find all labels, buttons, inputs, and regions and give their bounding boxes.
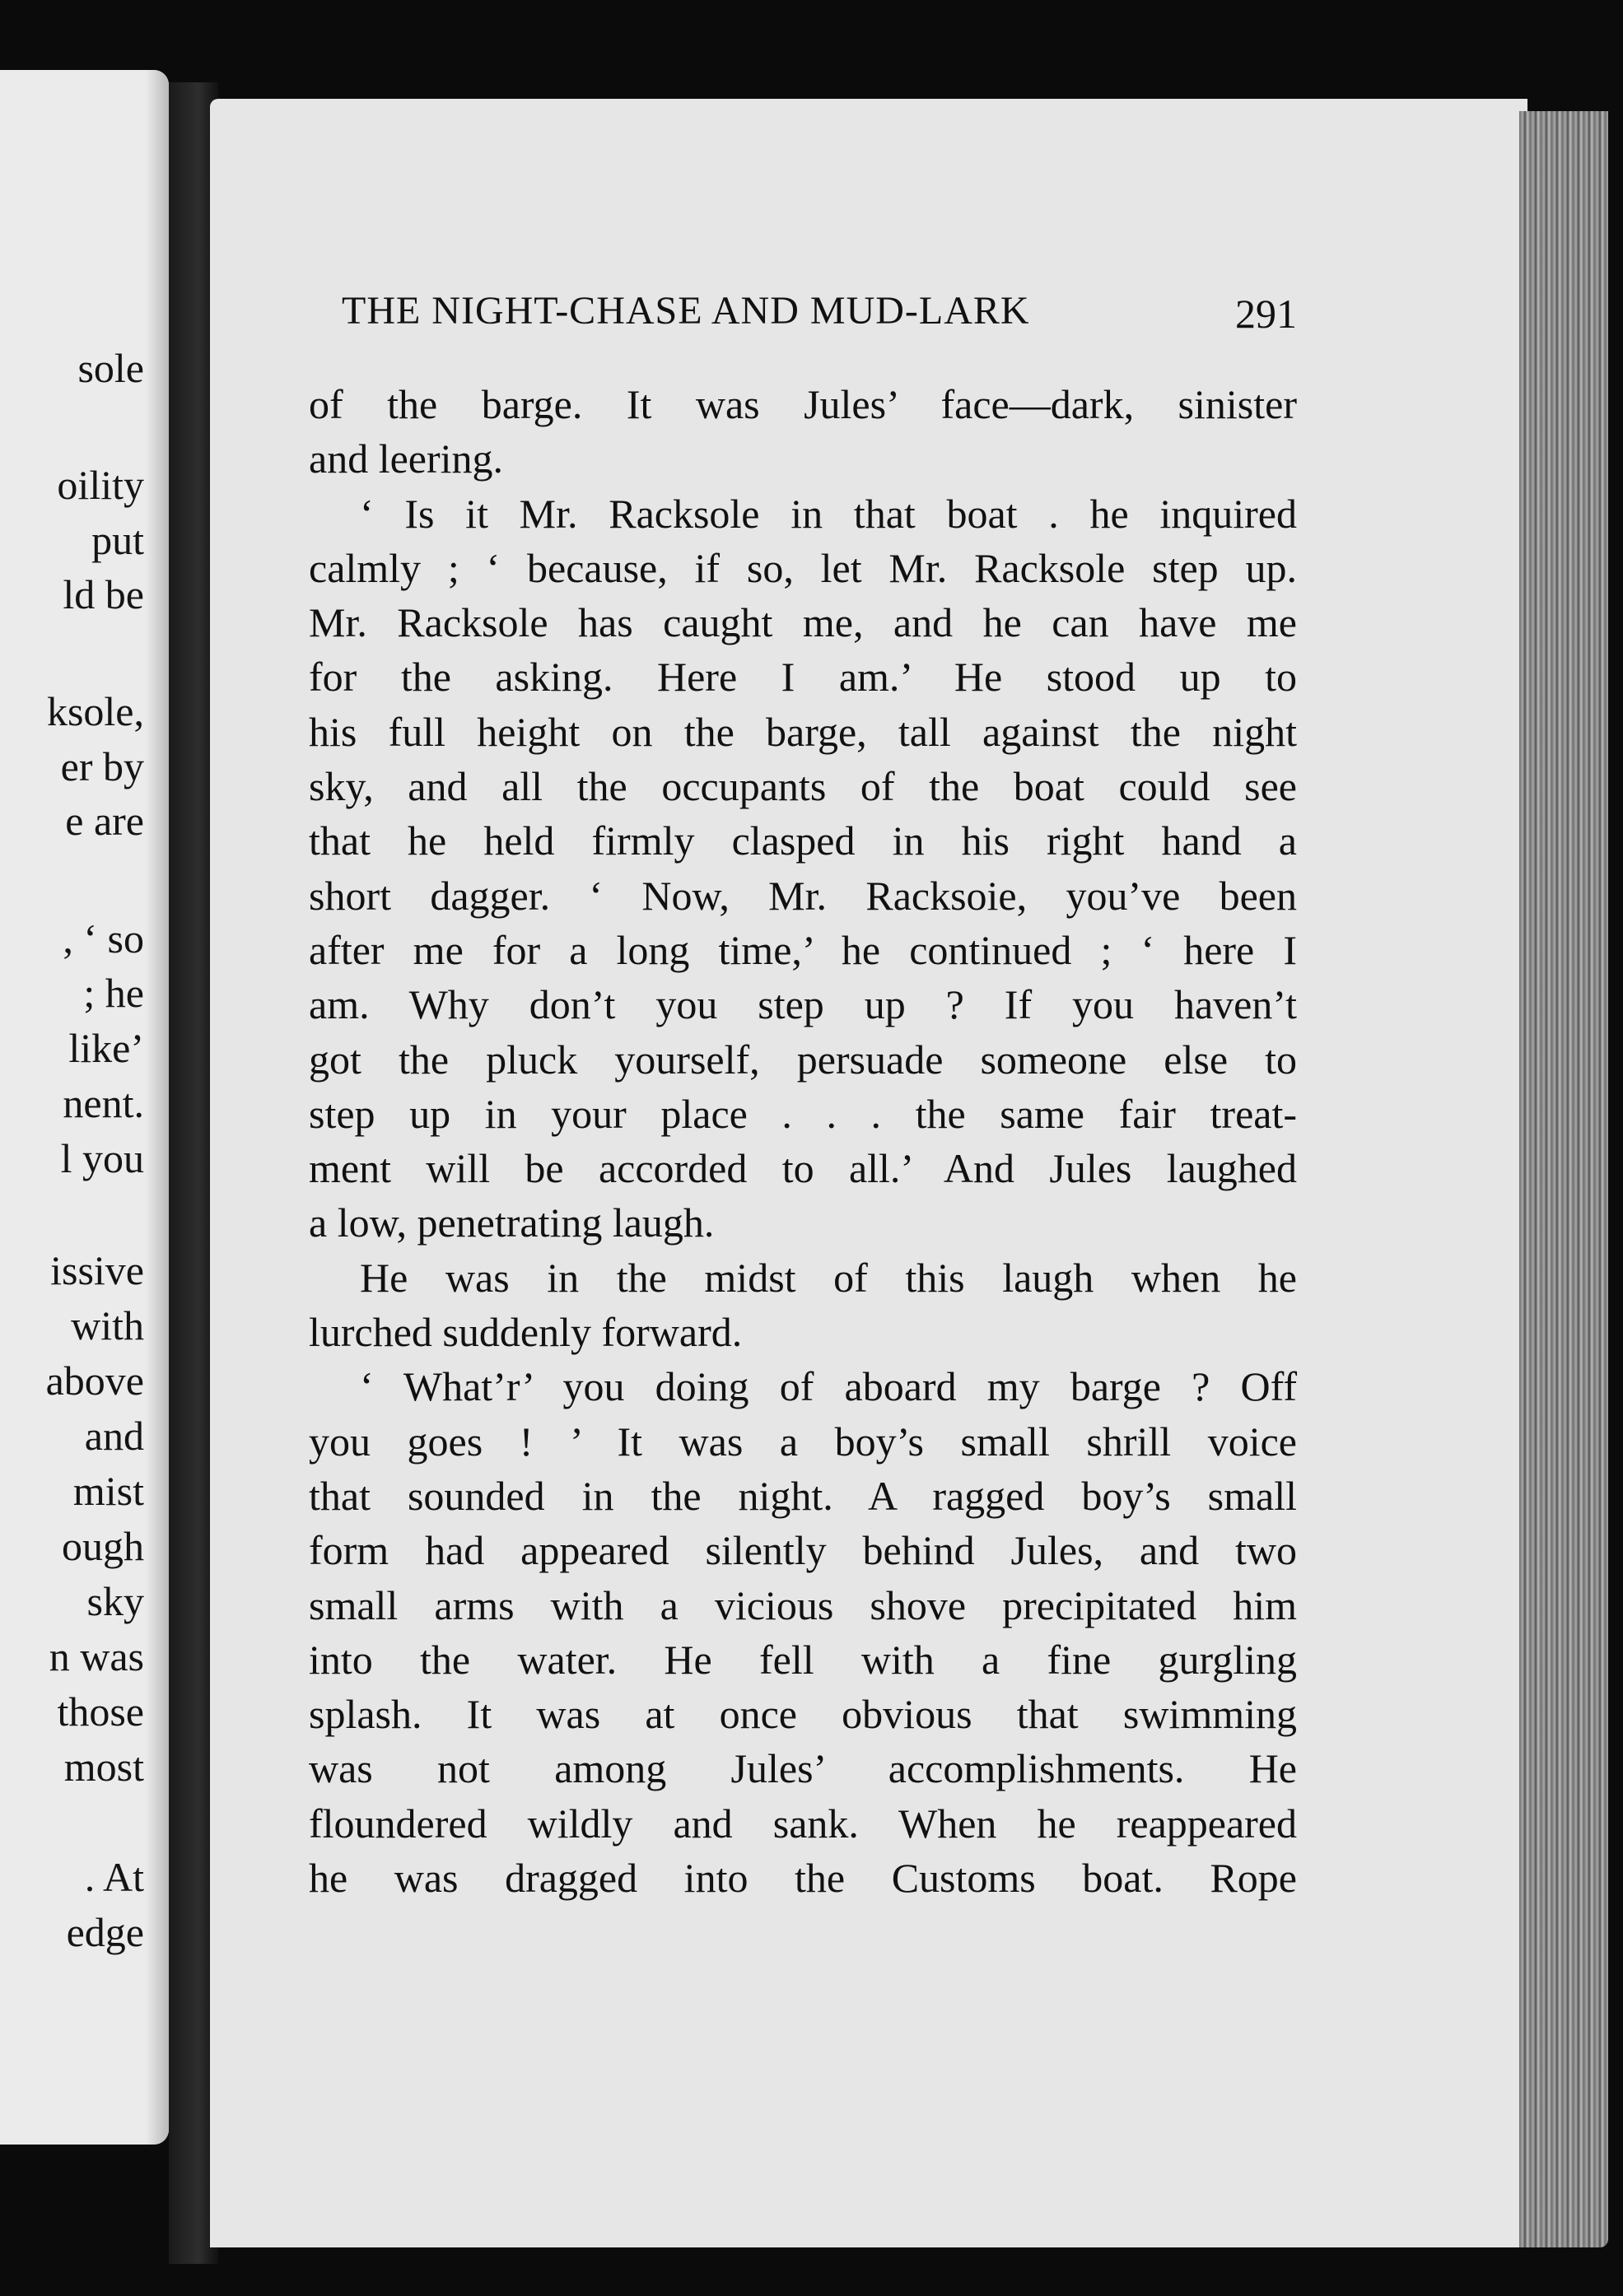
text-line: into the water. He fell with a fine gurgling xyxy=(309,1636,1297,1683)
text-line: sky, and all the occupants of the boat could see xyxy=(309,763,1297,810)
left-page-curl-shadow xyxy=(146,70,169,2145)
text-line: lurched suddenly forward. xyxy=(309,1309,743,1356)
left-page-text-fragments xyxy=(0,70,144,2145)
left-line-fragment: with xyxy=(71,1302,144,1348)
text-line: form had appeared silently behind Jules, and two xyxy=(309,1527,1297,1574)
text-line: and leering. xyxy=(309,435,504,482)
text-line: of the barge. It was Jules’ face—dark, sinister xyxy=(309,381,1297,427)
text-line: short dagger. ‘ Now, Mr. Racksoie, you’ve been xyxy=(309,872,1297,919)
left-line-fragment: nent. xyxy=(63,1080,144,1126)
left-line-fragment: put xyxy=(91,517,144,563)
text-line: he was dragged into the Customs boat. Rope xyxy=(309,1855,1297,1902)
text-line: for the asking. Here I am.’ He stood up to xyxy=(309,654,1297,701)
left-line-fragment: above xyxy=(45,1358,144,1404)
text-line: ‘ What’r’ you doing of aboard my barge ? Off xyxy=(360,1363,1297,1410)
text-line: his full height on the barge, tall against the night xyxy=(309,708,1297,755)
left-page xyxy=(0,70,169,2145)
left-line-fragment: l you xyxy=(60,1135,144,1181)
left-line-fragment: edge xyxy=(66,1909,144,1955)
text-line: after me for a long time,’ he continued ; ‘ here I xyxy=(309,926,1297,973)
left-line-fragment: sky xyxy=(86,1578,144,1624)
left-line-fragment: those xyxy=(57,1688,144,1735)
left-line-fragment: ld be xyxy=(63,571,144,617)
text-line: am. Why don’t you step up ? If you haven’t xyxy=(309,981,1297,1028)
left-line-fragment: most xyxy=(63,1744,144,1790)
left-line-fragment: , ‘ so xyxy=(63,915,144,962)
left-line-fragment: mist xyxy=(72,1468,144,1514)
running-head xyxy=(309,280,1297,346)
right-page-content xyxy=(309,280,1297,1905)
body-text xyxy=(309,377,1297,1905)
left-line-fragment: . At xyxy=(84,1854,144,1900)
left-line-fragment: issive xyxy=(50,1247,144,1293)
text-line: calmly ; ‘ because, if so, let Mr. Racksole step up. xyxy=(309,544,1297,591)
text-line: you goes ! ’ It was a boy’s small shrill voice xyxy=(309,1418,1297,1465)
left-line-fragment: e are xyxy=(65,798,144,844)
left-line-fragment: and xyxy=(84,1413,144,1459)
left-line-fragment: sole xyxy=(77,345,144,391)
text-line: step up in your place . . . the same fair treat- xyxy=(309,1090,1297,1137)
text-line: a low, penetrating laugh. xyxy=(309,1199,715,1246)
running-title: THE NIGHT-CHASE AND MUD-LARK xyxy=(342,289,1030,333)
text-line: ment will be accorded to all.’ And Jules laughed xyxy=(309,1145,1297,1192)
left-line-fragment: n was xyxy=(49,1633,144,1679)
text-line: floundered wildly and sank. When he reappeared xyxy=(309,1800,1297,1847)
left-line-fragment: ksole, xyxy=(46,688,144,734)
left-line-fragment: er by xyxy=(60,743,144,789)
text-line: Mr. Racksole has caught me, and he can have me xyxy=(309,599,1297,646)
text-line: that he held firmly clasped in his right hand a xyxy=(309,817,1297,864)
left-line-fragment: like’ xyxy=(68,1025,144,1071)
text-line: splash. It was at once obvious that swimming xyxy=(309,1691,1297,1738)
text-line: He was in the midst of this laugh when he xyxy=(360,1254,1297,1301)
text-line: was not among Jules’ accomplishments. He xyxy=(309,1745,1297,1792)
page-number: 291 xyxy=(1235,291,1297,337)
text-line: small arms with a vicious shove precipitated him xyxy=(309,1581,1297,1628)
text-line: got the pluck yourself, persuade someone else to xyxy=(309,1036,1297,1083)
text-line: that sounded in the night. A ragged boy’s small xyxy=(309,1472,1297,1519)
left-line-fragment: oility xyxy=(57,462,144,508)
left-line-fragment: ough xyxy=(62,1523,144,1569)
text-line: ‘ Is it Mr. Racksole in that boat . he inquired xyxy=(360,490,1297,537)
left-line-fragment: ; he xyxy=(83,970,144,1016)
page-edge-stack xyxy=(1519,111,1608,2247)
